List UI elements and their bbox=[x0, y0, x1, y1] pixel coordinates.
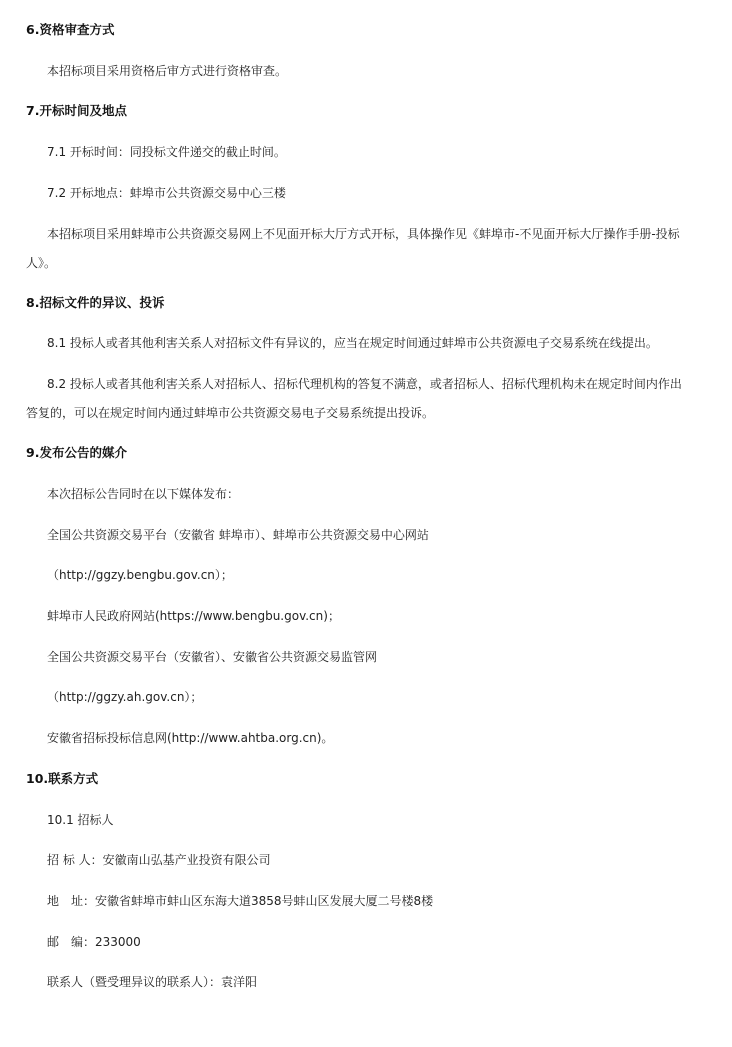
opening-method-line2: 人》。 bbox=[26, 256, 57, 270]
media-item-3: 全国公共资源交易平台（安徽省）、安徽省公共资源交易监管网 bbox=[47, 650, 378, 664]
opening-place: 7.2 开标地点：蚌埠市公共资源交易中心三楼 bbox=[47, 186, 286, 200]
section-6-paragraph: 本招标项目采用资格后审方式进行资格审查。 bbox=[47, 64, 288, 78]
section-8-heading: 8.招标文件的异议、投诉 bbox=[26, 295, 165, 310]
media-item-4: 安徽省招标投标信息网(http://www.ahtba.org.cn)。 bbox=[47, 731, 334, 745]
media-item-3-url: （http://ggzy.ah.gov.cn）； bbox=[47, 690, 203, 704]
section-10-heading: 10.联系方式 bbox=[26, 771, 99, 786]
media-intro: 本次招标公告同时在以下媒体发布： bbox=[47, 487, 240, 501]
media-item-1-url: （http://ggzy.bengbu.gov.cn）； bbox=[47, 568, 233, 582]
opening-time: 7.1 开标时间：同投标文件递交的截止时间。 bbox=[47, 145, 286, 159]
contact-subheading: 10.1 招标人 bbox=[47, 813, 114, 827]
complaint-line1: 8.2 投标人或者其他利害关系人对招标人、招标代理机构的答复不满意，或者招标人、招标代理机构未在规定时间内作出 bbox=[47, 377, 682, 391]
section-7-heading: 7.开标时间及地点 bbox=[26, 103, 127, 118]
tenderer-postcode: 邮 编：233000 bbox=[47, 935, 141, 949]
opening-method-line1: 本招标项目采用蚌埠市公共资源交易网上不见面开标大厅方式开标，具体操作见《蚌埠市-不见面开标大厅操作手册-投标 bbox=[47, 227, 680, 241]
complaint-line2: 答复的，可以在规定时间内通过蚌埠市公共资源交易电子交易系统提出投诉。 bbox=[26, 406, 435, 420]
tenderer-address: 地 址：安徽省蚌埠市蚌山区东海大道3858号蚌山区发展大厦二号楼8楼 bbox=[47, 894, 434, 908]
media-item-2: 蚌埠市人民政府网站(https://www.bengbu.gov.cn)； bbox=[47, 609, 340, 623]
media-item-1: 全国公共资源交易平台（安徽省 蚌埠市）、蚌埠市公共资源交易中心网站 bbox=[47, 528, 429, 542]
section-6-heading: 6.资格审查方式 bbox=[26, 22, 115, 37]
section-9-heading: 9.发布公告的媒介 bbox=[26, 445, 127, 460]
objection-paragraph: 8.1 投标人或者其他利害关系人对招标文件有异议的，应当在规定时间通过蚌埠市公共资源电子交易系统在线提出。 bbox=[47, 336, 658, 350]
tenderer-contact: 联系人（暨受理异议的联系人）：袁洋阳 bbox=[47, 975, 258, 989]
tenderer-name: 招 标 人：安徽南山弘基产业投资有限公司 bbox=[47, 853, 271, 867]
